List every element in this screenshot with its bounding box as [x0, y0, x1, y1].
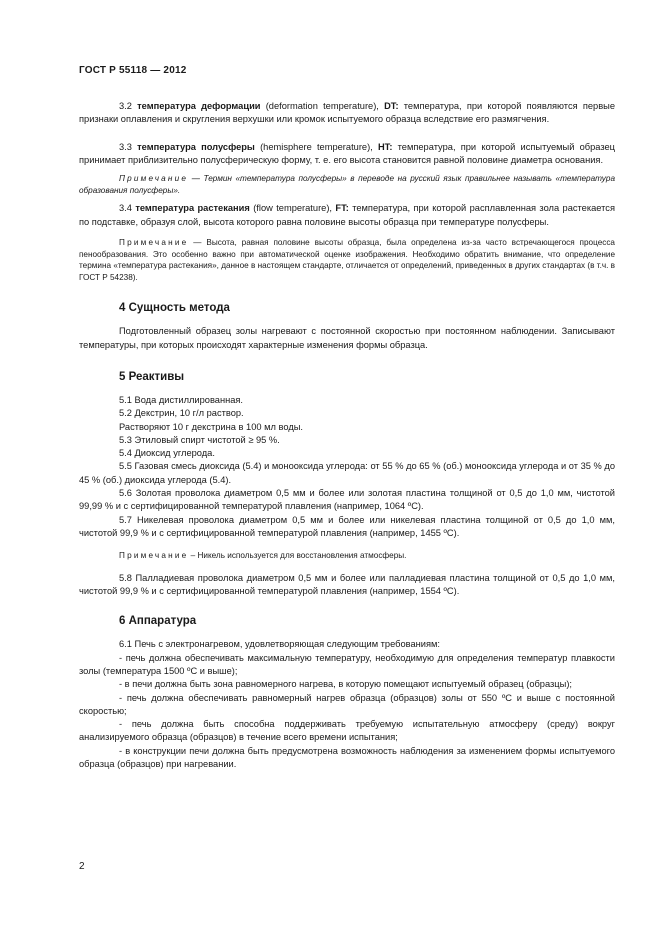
term: температура полусферы: [137, 141, 255, 152]
clause-number: 3.3: [119, 141, 138, 152]
term: температура деформации: [137, 101, 261, 111]
term-english: (deformation temperature),: [260, 101, 385, 111]
term-abbreviation: FT:: [335, 203, 349, 214]
clause-5-8: 5.8 Палладиевая проволока диаметром 0,5 мм и более или палладиевая пластина толщиной от 0,5 до 1,0 мм, чистотой 99,9 % и с сертифицированной температурой плавления (например, 1554 ºС).: [79, 572, 615, 597]
clause-5-7: 5.7 Никелевая проволока диаметром 0,5 мм и более или никелевая пластина толщиной от 0,5 до 1,0 мм, чистотой 99,9 % и с сертифицированной температурой плавления (например, 1455 ºС).: [79, 514, 615, 538]
list-item: Растворяют 10 г декстрина в 100 мл воды.: [119, 421, 304, 432]
clause-number: 3.4: [119, 203, 136, 214]
clause-5-6: 5.6 Золотая проволока диаметром 0,5 мм и более или золотая пластина толщиной от 0,5 до 1,0 мм, чистотой 99,99 % и с сертифицированной температурой плавления (например, 1064 ºС).: [79, 488, 615, 512]
list-item: 6.1 Печь с электронагревом, удовлетворяющая следующим требованиям:: [119, 639, 441, 650]
list-item: 5.1 Вода дистиллированная.: [119, 394, 244, 405]
list-item: - в печи должна быть зона равномерного нагрева, в которую помещают испытуемый образец (образцы);: [119, 679, 572, 690]
note-hemisphere: [79, 173, 615, 196]
clause-5-5: 5.5 Газовая смесь диоксида (5.4) и монооксида углерода: от 55 % до 65 % (об.) монооксида углерода и от 35 % до 45 % (об.) диоксида углерода (5.4).: [79, 461, 615, 485]
section-heading-4: 4 Сущность метода: [119, 302, 230, 315]
term-english: (hemisphere temperature),: [254, 141, 378, 152]
note-text: – Никель используется для восстановления атмосферы.: [188, 551, 407, 561]
section-heading-6: 6 Аппаратура: [119, 615, 197, 628]
note-nickel: [79, 550, 615, 562]
list-item: 5.2 Декстрин, 10 г/л раствор.: [119, 408, 244, 419]
list-item: 5.3 Этиловый спирт чистотой ≥ 95 %.: [119, 434, 280, 445]
definition-text: температура, при которой расплавленная зола растекается по подставке, образуя слой, высота которого равна половине высоты образца при температуре полусферы.: [79, 203, 615, 227]
definition-3-2: [79, 100, 615, 127]
term-abbreviation: HT:: [377, 141, 393, 152]
list-item: - печь должна быть способна поддерживать требуемую испытательную атмосферу (среду) вокруг анализируемого образца (образцов) в течение всего времени испытания;: [79, 719, 615, 743]
definition-text: температура, при которой появляются первые признаки оплавления и скругления верхушки или кромок испытуемого образца вследствие его размягчения.: [79, 101, 615, 125]
definition-3-4: [79, 202, 615, 229]
definition-text: температура, при которой испытуемый образец принимает приблизительно полусферическую форму, т. е. его высота становится равной половине диаметра основания.: [79, 141, 615, 165]
definition-3-3: [79, 141, 615, 168]
section-4-text: Подготовленный образец золы нагревают с постоянной скоростью при постоянном наблюдении. Записывают температуры, при которых происходят характерные изменения формы образца.: [79, 326, 615, 350]
term-english: (flow temperature),: [249, 203, 336, 214]
document-header: ГОСТ Р 55118 — 2012: [79, 65, 187, 76]
list-item: 5.4 Диоксид углерода.: [119, 448, 215, 459]
note-label: Примечание: [119, 237, 189, 247]
document-body: [79, 100, 615, 771]
list-item: - в конструкции печи должна быть предусмотрена возможность наблюдения за изменением формы испытуемого образца (образцов) при нагревании.: [79, 745, 615, 770]
note-label: Примечание: [119, 551, 189, 561]
note-text: — Высота, равная половине высоты образца, была определена из-за часто встречающегося процесса пенообразования. Это особенно важно при автоматической оценке изображения. Необходимо обратить внимание, что определение термина «температура растекания», данное в настоящем стандарте, отличается от определений, приведенных в других стандартах (в т.ч. в ГОСТ Р 54238).: [79, 237, 616, 282]
clause-number: 3.2: [119, 101, 138, 111]
section-heading-5: 5 Реактивы: [119, 370, 185, 383]
note-text: — Термин «температура полусферы» в переводе на русский язык правильнее называть «температура образования полусферы».: [79, 174, 615, 195]
term: температура растекания: [135, 203, 250, 214]
page-number: 2: [79, 861, 85, 872]
term-abbreviation: DT:: [384, 101, 399, 111]
list-item: - печь должна обеспечивать равномерный нагрев образца (образцов) золы от 550 ºС и выше с постоянной скоростью;: [79, 692, 615, 716]
note-label: Примечание: [119, 174, 189, 184]
list-item: - печь должна обеспечивать максимальную температуру, необходимую для определения температур плавкости золы (температура 1500 ºС и выше);: [79, 652, 615, 676]
note-flow: [79, 237, 615, 283]
